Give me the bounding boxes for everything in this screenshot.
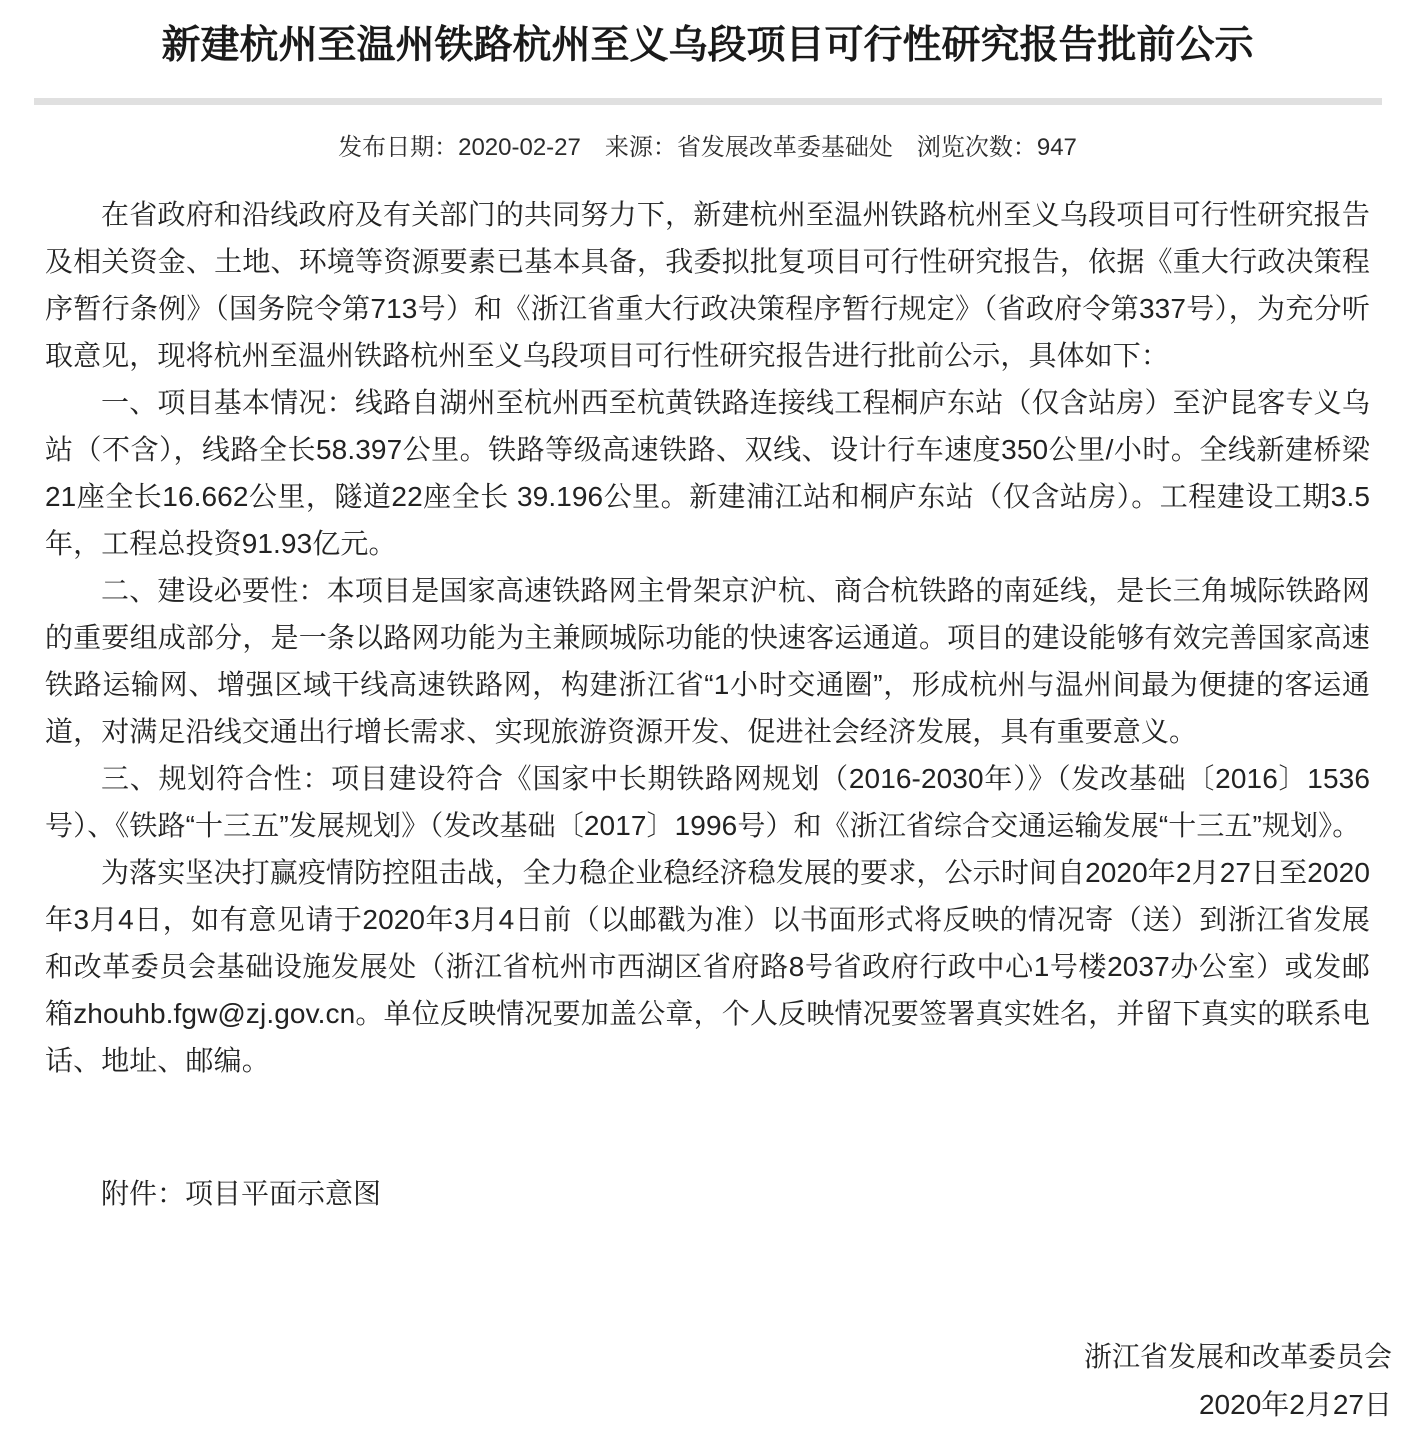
attachment-line: 附件：项目平面示意图 (101, 1178, 382, 1209)
signature-organization: 浙江省发展和改革委员会 (1083, 1341, 1392, 1372)
article-body (45, 191, 1370, 1084)
page-title: 新建杭州至温州铁路杭州至义乌段项目可行性研究报告批前公示 (161, 24, 1254, 67)
title-divider (34, 98, 1382, 105)
paragraph-section-2: 二、建设必要性：本项目是国家高速铁路网主骨架京沪杭、商合杭铁路的南延线，是长三角城际铁路网的重要组成部分，是一条以路网功能为主兼顾城际功能的快速客运通道。项目的建设能够有效完善国家高速铁路运输网、增强区域干线高速铁路网，构建浙江省“1小时交通圈”，形成杭州与温州间最为便捷的客运通道，对满足沿线交通出行增长需求、实现旅游资源开发、促进社会经济发展，具有重要意义。 (45, 575, 1370, 747)
paragraph-intro: 在省政府和沿线政府及有关部门的共同努力下，新建杭州至温州铁路杭州至义乌段项目可行性研究报告及相关资金、土地、环境等资源要素已基本具备，我委拟批复项目可行性研究报告，依据《重大行政决策程序暂行条例》（国务院令第713号）和《浙江省重大行政决策程序暂行规定》（省政府令第337号），为充分听取意见，现将杭州至温州铁路杭州至义乌段项目可行性研究报告进行批前公示，具体如下： (45, 199, 1370, 371)
view-count: 浏览次数：947 (916, 134, 1077, 161)
signature-date: 2020年2月27日 (1198, 1389, 1392, 1420)
paragraph-section-1: 一、项目基本情况：线路自湖州至杭州西至杭黄铁路连接线工程桐庐东站（仅含站房）至沪昆客专义乌站（不含），线路全长58.397公里。铁路等级高速铁路、双线、设计行车速度350公里/小时。全线新建桥梁21座全长16.662公里，隧道22座全长 39.196公里。新建浦江站和桐庐东站（仅含站房）。工程建设工期3.5年，工程总投资91.93亿元。 (45, 387, 1370, 559)
paragraph-notice: 为落实坚决打赢疫情防控阻击战，全力稳企业稳经济稳发展的要求，公示时间自2020年2月27日至2020年3月4日，如有意见请于2020年3月4日前（以邮戳为准）以书面形式将反映的情况寄（送）到浙江省发展和改革委员会基础设施发展处（浙江省杭州市西湖区省府路8号省政府行政中心1号楼2037办公室）或发邮箱zhouhb.fgw@zj.gov.cn。单位反映情况要加盖公章，个人反映情况要签署真实姓名，并留下真实的联系电话、地址、邮编。 (45, 857, 1370, 1076)
document-metadata (0, 131, 1415, 165)
paragraph-section-3: 三、规划符合性：项目建设符合《国家中长期铁路网规划（2016-2030年）》（发改基础〔2016〕1536号）、《铁路“十三五”发展规划》（发改基础〔2017〕1996号）和《浙江省综合交通运输发展“十三五”规划》。 (45, 763, 1370, 841)
source: 来源：省发展改革委基础处 (604, 134, 893, 161)
signature-block (1084, 1333, 1392, 1429)
publish-date: 发布日期：2020-02-27 (338, 134, 581, 161)
